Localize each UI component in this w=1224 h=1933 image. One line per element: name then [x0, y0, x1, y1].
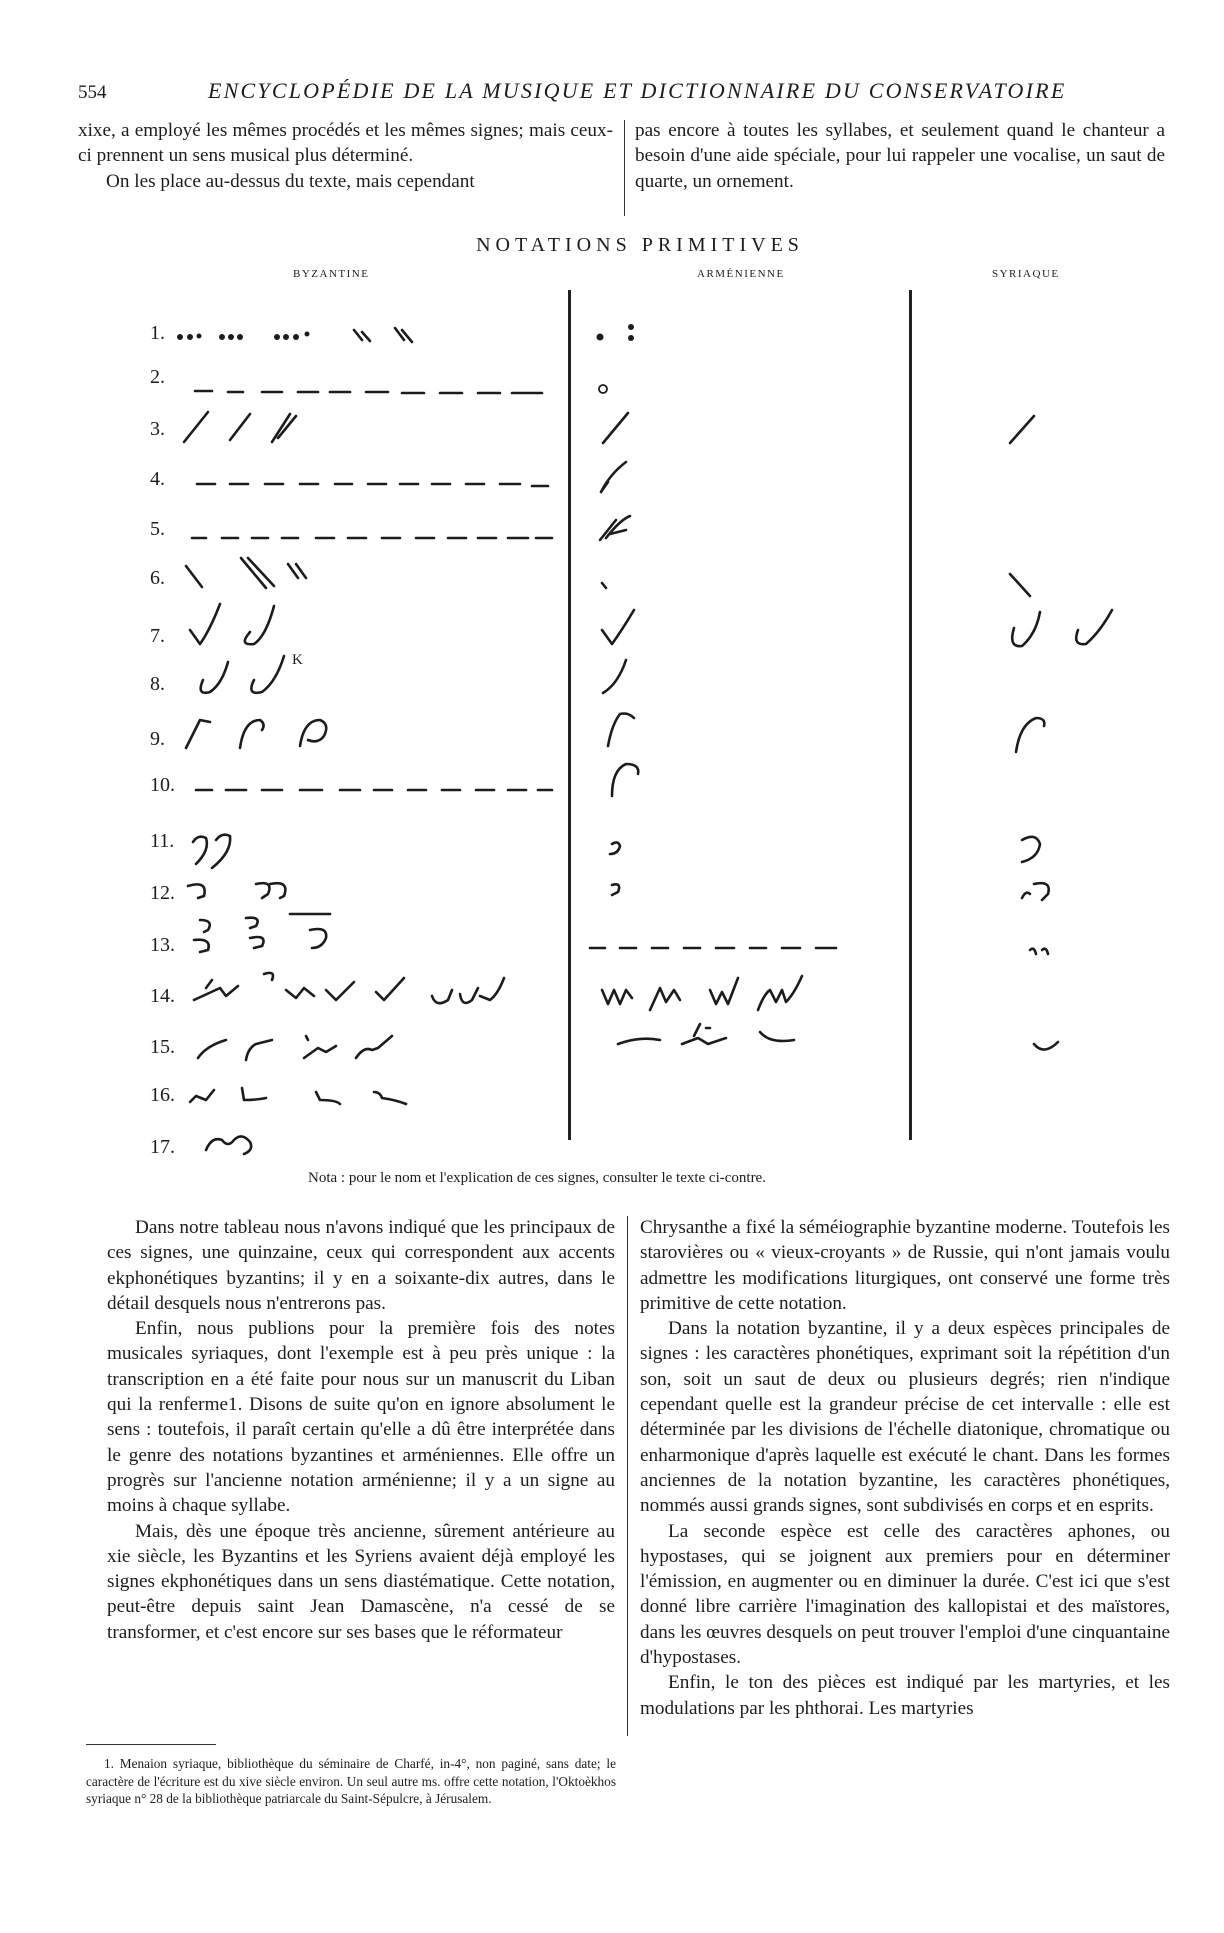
syriac-sign-row-6	[1010, 574, 1030, 596]
paragraph: La seconde espèce est celle des caractères aphones, ou hypostases, qui se joignent aux premiers pour en déterminer l'émission, en augmenter ou en diminuer la durée. C'est ici que s'est donné libre carrière l'imagination des kallopistai et des maïstores, dans les œuvres desquels on peut trouver l'emploi d'une cinquantaine d'hypostases.	[640, 1520, 1170, 1669]
column-head-byzantine: BYZANTINE	[293, 268, 370, 280]
column-divider	[627, 1216, 628, 1736]
body-right-column	[640, 1215, 1170, 1721]
armenian-sign-row-4	[601, 462, 626, 492]
syriac-sign-row-9	[1016, 718, 1044, 752]
body-left-column	[107, 1215, 615, 1645]
armenian-sign-row-11	[610, 842, 620, 854]
column-head-syriac: SYRIAQUE	[992, 268, 1060, 280]
paragraph: Mais, dès une époque très ancienne, sûrement antérieure au xie siècle, les Byzantins et les Syriens avaient déjà employé les signes ekphonétiques dans un sens diastématique. Cette notation, peut-être depuis saint Jean Damascène, n'a cessé de se transformer, et c'est encore sur ses bases que le réformateur	[107, 1520, 615, 1643]
row-number-4: 4.	[150, 468, 165, 490]
footnote-rule	[86, 1744, 216, 1745]
armenian-sign-row-3	[603, 413, 628, 443]
armenian-sign-row-15	[618, 1024, 794, 1044]
paragraph: xixe, a employé les mêmes procédés et les mêmes signes; mais ceux-ci prennent un sens musical plus déterminé.	[78, 120, 613, 167]
armenian-sign-row-1	[597, 324, 635, 341]
armenian-sign-row-8	[603, 660, 626, 693]
footnotes	[86, 1755, 616, 1808]
footnote-1: 1. Menaion syriaque, bibliothèque du séminaire de Charfé, in-4°, non paginé, sans date; le caractère de l'écriture est du xive siècle environ. Un seul autre ms. offre cette notation, l'Oktoèkhos syriaque n° 28 de la bibliothèque patriarcale du Saint-Sépulcre, à Jérusalem.	[86, 1756, 616, 1806]
byzantine-sign-row-4	[197, 484, 548, 486]
page-number: 554	[78, 82, 107, 103]
row-number-2: 2.	[150, 366, 165, 388]
byzantine-sign-row-9	[186, 720, 326, 748]
paragraph: pas encore à toutes les syllabes, et seulement quand le chanteur a besoin d'une aide spéciale, pour lui rappeler une vocalise, un saut de quarte, un ornement.	[635, 120, 1165, 192]
byzantine-sign-row-1	[177, 328, 412, 342]
row-number-3: 3.	[150, 418, 165, 440]
syriac-sign-row-15	[1034, 1042, 1058, 1050]
armenian-sign-row-12	[612, 884, 619, 895]
paragraph: Enfin, le ton des pièces est indiqué par les martyries, et les modulations par les phthorai. Les martyries	[640, 1672, 1170, 1719]
armenian-sign-row-6	[602, 583, 606, 588]
top-right-column	[635, 118, 1165, 194]
byzantine-sign-row-6	[186, 558, 306, 588]
row-number-12: 12.	[150, 882, 175, 904]
row-number-9: 9.	[150, 728, 165, 750]
syriac-sign-row-3	[1010, 416, 1034, 443]
byzantine-sign-row-12	[188, 883, 285, 898]
syriac-sign-row-12	[1022, 883, 1049, 900]
syriac-sign-row-13	[1030, 949, 1048, 954]
row-number-10: 10.	[150, 774, 175, 796]
table-rule-left	[568, 290, 571, 1140]
paragraph: Enfin, nous publions pour la première fois des notes musicales syriaques, dont l'exemple est à peu près unique : la transcription en a été faite pour nous sur un manuscrit du Liban qui la renferme1. Disons de suite qu'on en ignore absolument le sens : toutefois, il paraît certain qu'elle a dû être interprétée dans le genre des notations byzantines et arméniennes. Elle offre un progrès sur l'ancienne notation arménienne; il y a un signe au moins à chaque syllabe.	[107, 1318, 615, 1517]
paragraph: Dans notre tableau nous n'avons indiqué que les principaux de ces signes, une quinzaine, ceux qui correspondent aux accents ekphonétiques byzantins; il y en a soixante-dix autres, dans le détail desquels nous n'entrerons pas.	[107, 1217, 615, 1314]
armenian-sign-row-9	[608, 714, 634, 747]
running-title: ENCYCLOPÉDIE DE LA MUSIQUE ET DICTIONNAIRE DU CONSERVATOIRE	[208, 78, 1067, 103]
paragraph: On les place au-dessus du texte, mais cependant	[106, 170, 475, 192]
byzantine-sign-row-17	[206, 1136, 251, 1154]
byzantine-sign-row-16	[190, 1088, 406, 1104]
top-left-column	[78, 118, 613, 194]
armenian-sign-row-14	[602, 976, 802, 1010]
row-number-5: 5.	[150, 518, 165, 540]
armenian-sign-row-2	[599, 385, 607, 393]
armenian-sign-row-5	[600, 516, 630, 540]
byzantine-sign-row-15	[198, 1036, 392, 1060]
paragraph: Chrysanthe a fixé la séméiographie byzantine moderne. Toutefois les starovières ou « vieux-croyants » de Russie, qui n'ont jamais voulu admettre les modifications liturgiques, ont conservé une forme très primitive de cette notation.	[640, 1217, 1170, 1314]
byzantine-sign-row-8	[201, 656, 284, 693]
row-number-17: 17.	[150, 1136, 175, 1158]
table-note: Nota : pour le nom et l'explication de ces signes, consulter le texte ci-contre.	[308, 1170, 766, 1186]
column-divider	[624, 120, 625, 216]
row-number-16: 16.	[150, 1084, 175, 1106]
row-number-13: 13.	[150, 934, 175, 956]
armenian-sign-row-10	[612, 764, 638, 796]
byzantine-sign-row-3	[184, 412, 296, 442]
paragraph: Dans la notation byzantine, il y a deux espèces principales de signes : les caractères phonétiques, exprimant soit la répétition d'un son, soit un saut de deux ou plusieurs degrés; rien n'indique cependant quelle est la grandeur précise de cet intervalle : elle est déterminée par les divisions de l'échelle diatonique, chromatique ou enharmonique d'après laquelle est exécuté le chant. Dans les formes anciennes de la notation byzantine, les caractères phonétiques, nommés aussi grands signes, sont subdivisés en corps et en esprits.	[640, 1318, 1170, 1517]
column-head-armenian: ARMÉNIENNE	[697, 268, 785, 280]
row-number-14: 14.	[150, 985, 175, 1007]
byzantine-sign-row-14	[194, 973, 504, 1003]
row-number-8: 8.	[150, 673, 165, 695]
table-rule-right	[909, 290, 912, 1140]
row-number-6: 6.	[150, 567, 165, 589]
row-number-11: 11.	[150, 830, 175, 852]
syriac-sign-row-7	[1012, 610, 1112, 646]
byzantine-sign-row-11	[193, 835, 230, 868]
row-number-1: 1.	[150, 322, 165, 344]
superscript-k: K	[292, 652, 303, 668]
byzantine-sign-row-7	[190, 604, 274, 644]
row-number-7: 7.	[150, 625, 165, 647]
byzantine-sign-row-13	[194, 914, 330, 952]
page-header	[78, 78, 1148, 106]
armenian-sign-row-7	[602, 610, 634, 644]
row-number-15: 15.	[150, 1036, 175, 1058]
syriac-sign-row-11	[1022, 837, 1040, 862]
table-title: NOTATIONS PRIMITIVES	[476, 234, 804, 256]
byzantine-sign-row-2	[195, 391, 542, 393]
